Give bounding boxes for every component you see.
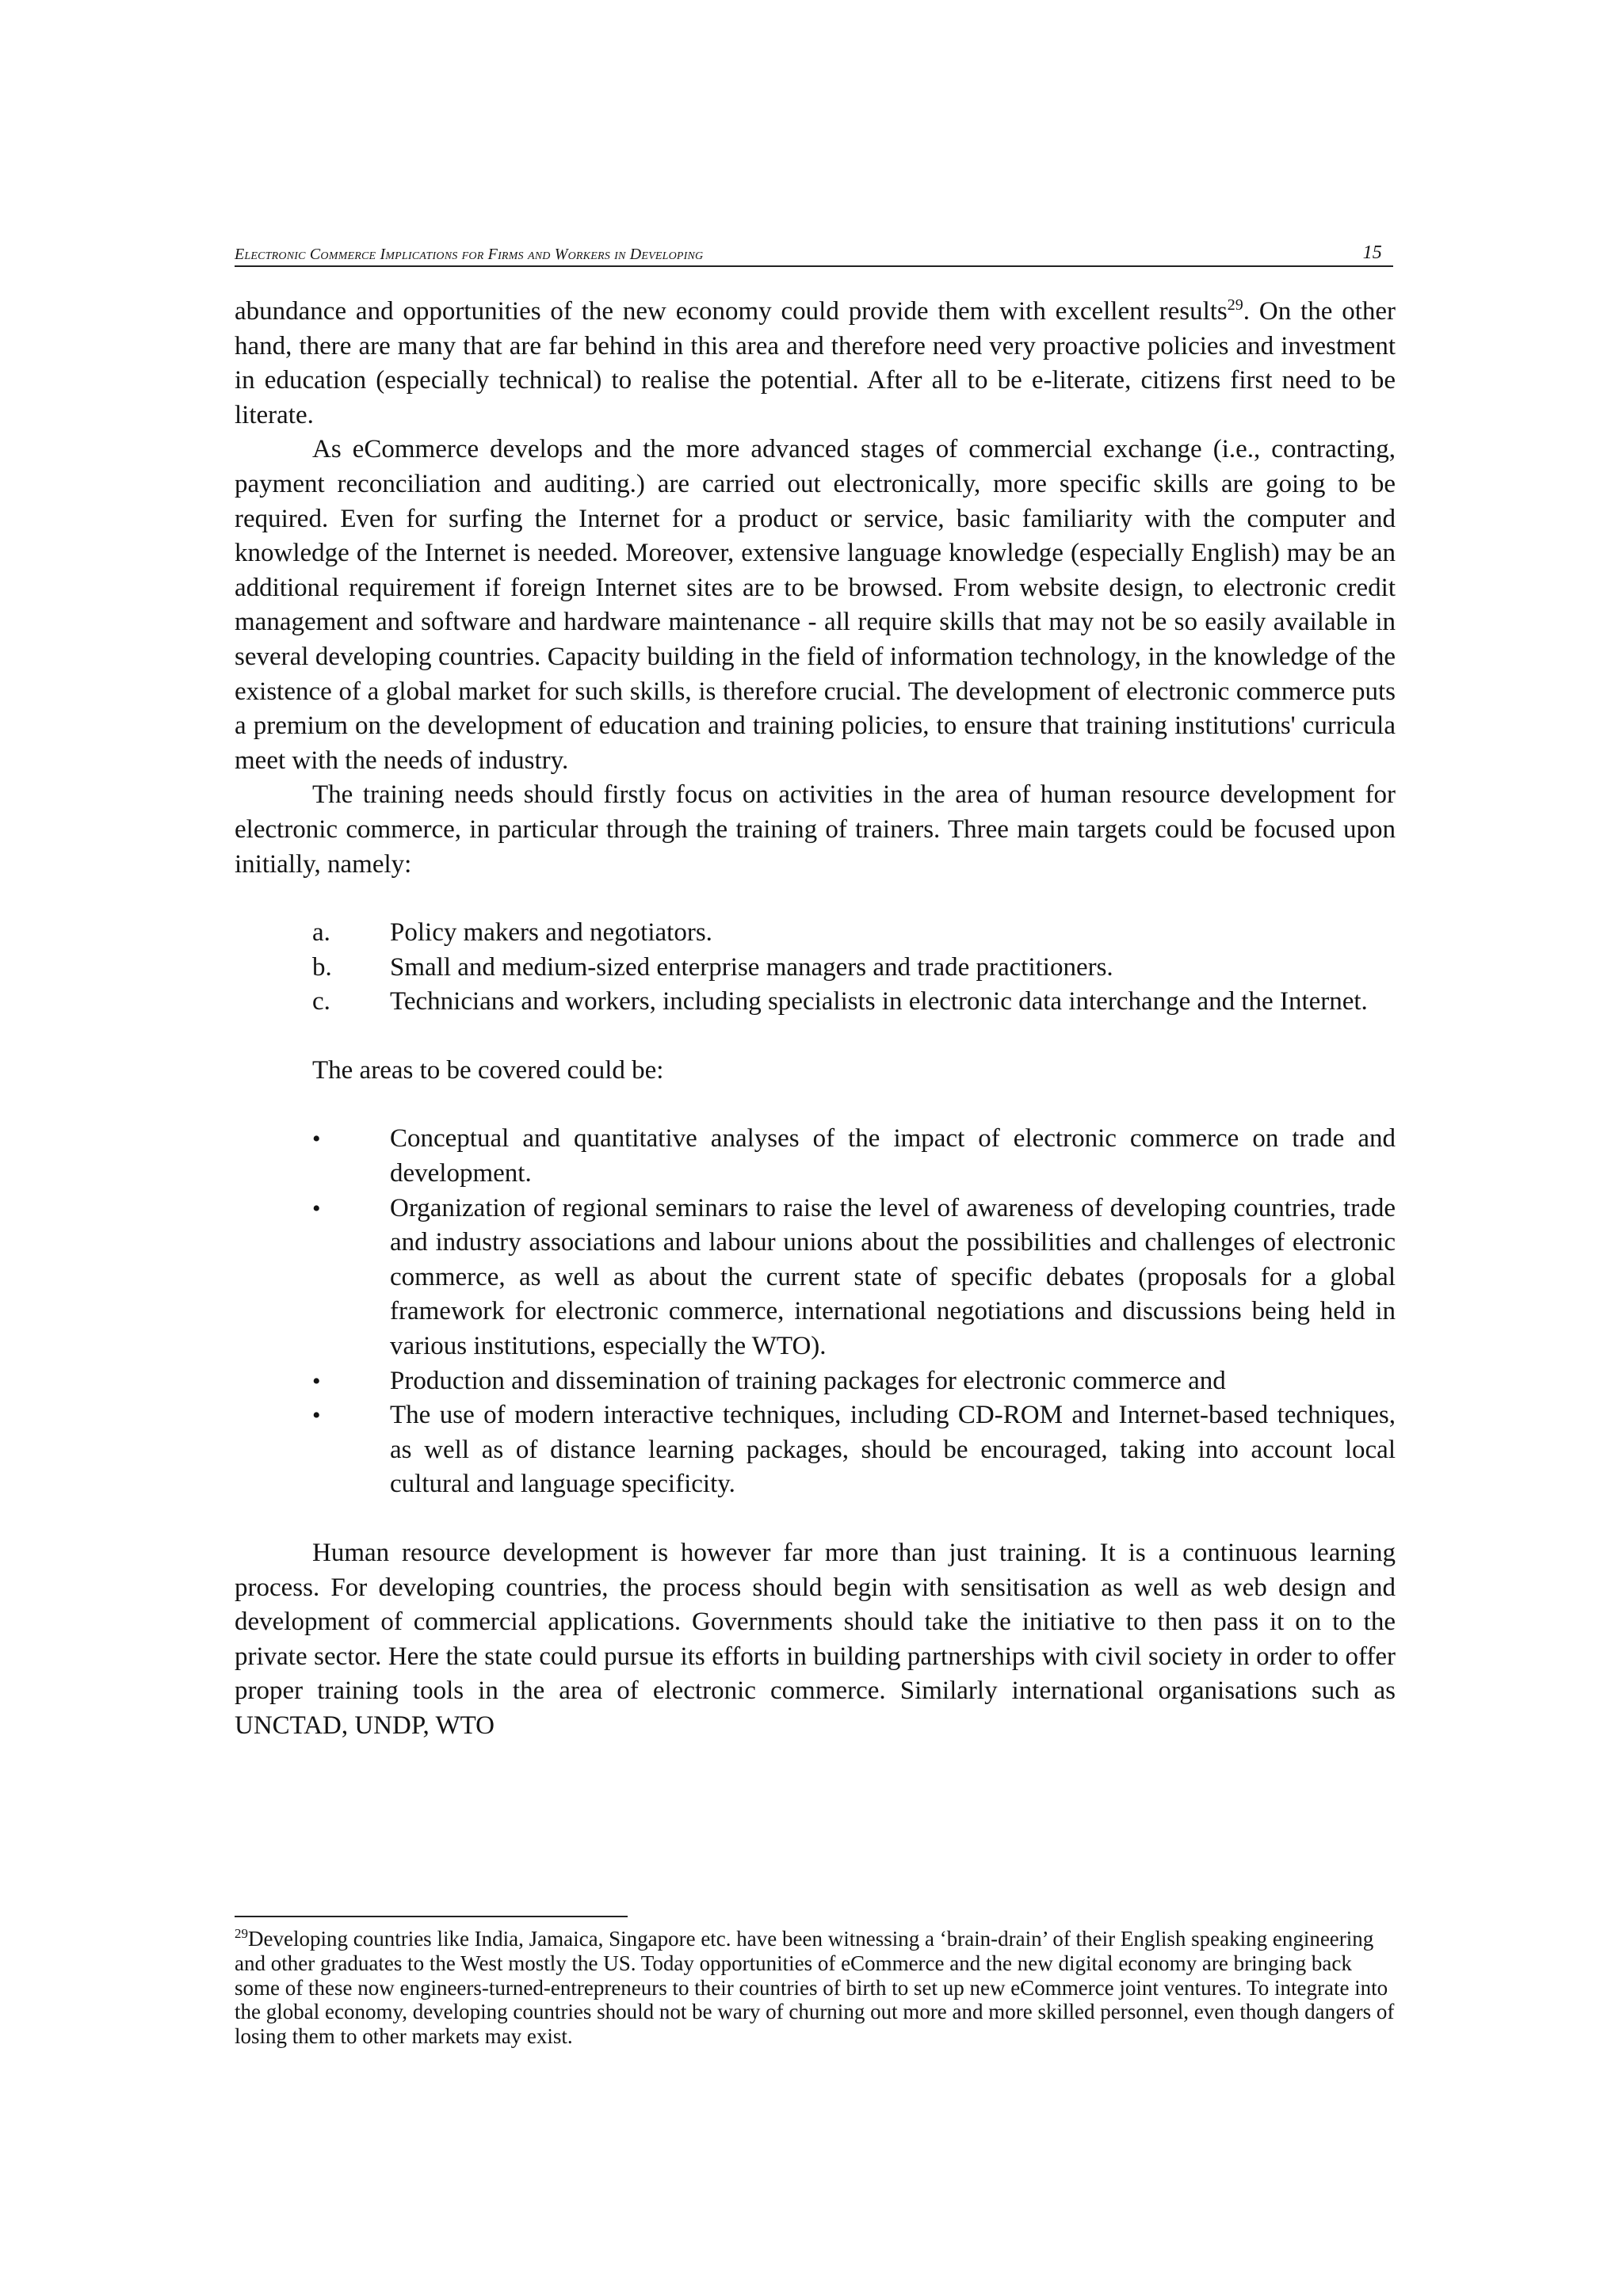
list-item-text: Technicians and workers, including specialists in electronic data interchange and the Internet. [390, 987, 1368, 1016]
bullet-icon: • [312, 1402, 321, 1429]
body-text [235, 295, 1396, 1744]
areas-intro: The areas to be covered could be: [312, 1055, 664, 1085]
list-item-text: Policy makers and negotiators. [390, 918, 712, 948]
header-title: Electronic Commerce Implications for Firms and Workers in Developing [235, 246, 704, 263]
paragraph-2: As eCommerce develops and the more advanced stages of commercial exchange (i.e., contracting, payment reconciliation and auditing.) are carried out electronically, more specific skills are going to be required. Even for surfing the Internet for a product or service, basic familiarity with the computer and knowledge of the Internet is needed. Moreover, extensive language knowledge (especially English) may be an additional requirement if foreign Internet sites are to be browsed. From website design, to electronic credit management and software and hardware maintenance - all require skills that may not be so easily available in several developing countries. Capacity building in the field of information technology, in the knowledge of the existence of a global market for such skills, is therefore crucial. The development of electronic commerce puts a premium on the development of education and training policies, to ensure that training institutions' curricula meet with the needs of industry. [235, 435, 1396, 775]
footnote-text: Developing countries like India, Jamaica, Singapore etc. have been witnessing a ‘brain-drain’ of their English speaking engineering and other graduates to the West mostly the US. Today opportunities of eCommerce and the new digital economy are bringing back some of these now engineers-turned-entrepreneurs to their countries of birth to set up new eCommerce joint ventures. To integrate into the global economy, developing countries should not be wary of churning out more and more skilled personnel, even though dangers of losing them to other markets may exist. [235, 1927, 1395, 2049]
footnote-divider [235, 1916, 628, 1917]
list-item-text: Small and medium-sized enterprise managers and trade practitioners. [390, 952, 1113, 982]
footnote [235, 1927, 1396, 2049]
list-item-text: Organization of regional seminars to raise the level of awareness of developing countries, trade and industry associations and labour unions about the possibilities and challenges of electronic commerce, as well as about the current state of specific debates (proposals for a global framework for electronic commerce, international negotiations and discussions being held in various institutions, especially the WTO). [390, 1193, 1396, 1361]
list-item [235, 1192, 1396, 1364]
list-item [235, 985, 1396, 1020]
list-marker: b. [312, 952, 332, 982]
paragraph-1-rest: . On the other hand, there are many that are far behind in this area and therefore need very proactive policies and investment in education (especially technical) to realise the potential. After all to be e-literate, citizens first need to be literate. [235, 297, 1396, 429]
paragraph-3: The training needs should firstly focus on activities in the area of human resource development for electronic commerce, in particular through the training of trainers. Three main targets could be focused upon initially, namely: [235, 780, 1396, 879]
list-item [235, 951, 1396, 986]
running-header [235, 242, 1393, 267]
bullet-icon: • [312, 1195, 321, 1222]
list-item-text: The use of modern interactive techniques, including CD-ROM and Internet-based techniques, as well as of distance learning packages, should be encouraged, taking into account local cultural and language specificity. [390, 1401, 1396, 1499]
targets-list [235, 916, 1396, 1020]
page-number: 15 [1362, 242, 1382, 263]
list-item [235, 1122, 1396, 1191]
list-item [235, 1398, 1396, 1502]
list-item-text: Conceptual and quantitative analyses of the impact of electronic commerce on trade and development. [390, 1124, 1396, 1188]
list-marker: c. [312, 987, 330, 1016]
paragraph-1 [235, 295, 1396, 433]
list-item-text: Production and dissemination of training packages for electronic commerce and [390, 1366, 1226, 1395]
areas-list [235, 1122, 1396, 1502]
paragraph-1-text: abundance and opportunities of the new economy could provide them with excellent results [235, 297, 1228, 326]
list-marker: a. [312, 918, 330, 948]
footnote-reference[interactable]: 29 [1227, 296, 1243, 314]
paragraph-4: Human resource development is however far more than just training. It is a continuous learning process. For developing countries, the process should begin with sensitisation as well as web design and development of commercial applications. Governments should take the initiative to then pass it on to the private sector. Here the state could pursue its efforts in building partnerships with civil society in order to offer proper training tools in the area of electronic commerce. Similarly international organisations such as UNCTAD, UNDP, WTO [235, 1539, 1396, 1740]
list-item [235, 916, 1396, 951]
bullet-icon: • [312, 1126, 321, 1153]
footnote-number: 29 [235, 1926, 248, 1941]
list-item [235, 1364, 1396, 1399]
bullet-icon: • [312, 1367, 321, 1394]
